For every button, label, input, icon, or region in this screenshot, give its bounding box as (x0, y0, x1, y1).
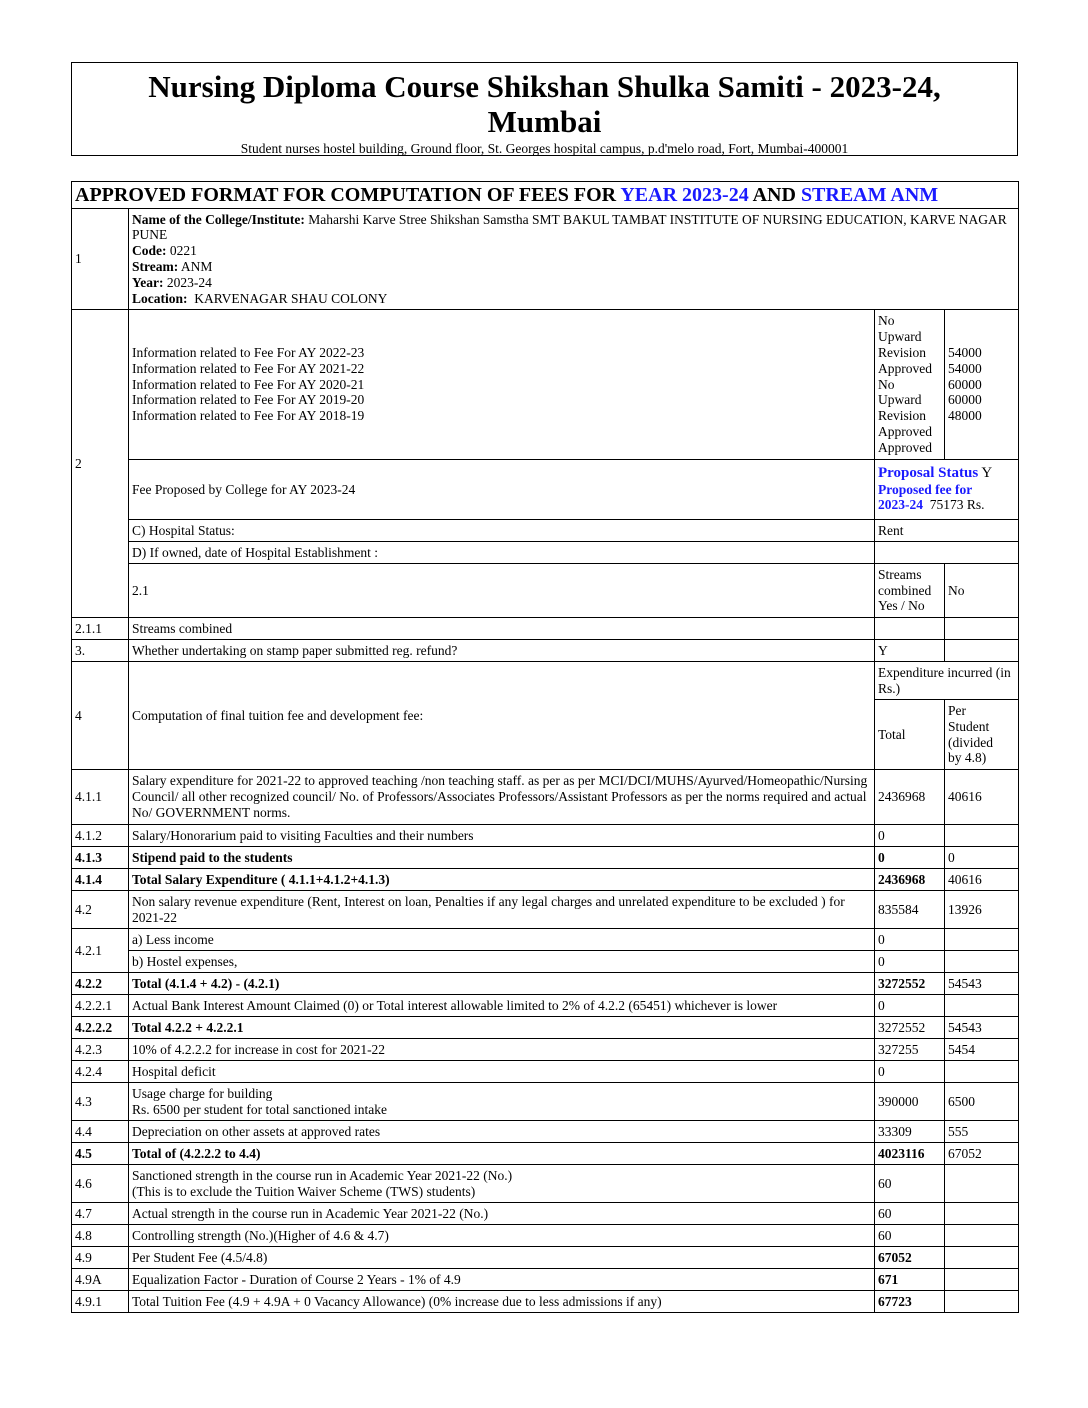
row-per-student: 5454 (945, 1039, 1019, 1061)
row-per-student (945, 825, 1019, 847)
table-row (72, 995, 1019, 1017)
row-description: Sanctioned strength in the course run in Academic Year 2021-22 (No.) (This is to exclude the Tuition Waiver Scheme (TWS) students) (129, 1165, 875, 1203)
row-total: 0 (875, 995, 945, 1017)
row-number: 2.1.1 (72, 618, 129, 640)
table-row (72, 929, 1019, 951)
table-row (72, 847, 1019, 869)
fee-history-status-line: Revision (878, 408, 927, 424)
table-row (72, 1143, 1019, 1165)
table-row (72, 951, 1019, 973)
row-description: Equalization Factor - Duration of Course 2 Years - 1% of 4.9 (129, 1269, 875, 1291)
row-per-student (945, 1269, 1019, 1291)
per-student-header-line: (divided (948, 734, 993, 750)
row-description: Per Student Fee (4.5/4.8) (129, 1247, 875, 1269)
fee-history-status-line: Revision (878, 345, 927, 360)
row-number: 4.1.1 (72, 770, 129, 825)
row-description: Usage charge for building Rs. 6500 per student for total sanctioned intake (129, 1083, 875, 1121)
fee-history-value: 54000 (948, 360, 982, 376)
row-total: 60 (875, 1203, 945, 1225)
fee-history-label: Information related to Fee For AY 2020-21 (132, 376, 365, 392)
table-row (72, 1203, 1019, 1225)
hospital-status-row (72, 520, 1019, 542)
table-row (72, 1247, 1019, 1269)
college-location: KARVENAGAR SHAU COLONY (187, 290, 388, 306)
row-number: 4.2.4 (72, 1061, 129, 1083)
row-per-student: 555 (945, 1121, 1019, 1143)
row-per-student (945, 1291, 1019, 1313)
hospital-date-label: D) If owned, date of Hospital Establishment : (129, 542, 875, 564)
per-student-header (945, 700, 1019, 770)
row-number: 4.1.2 (72, 825, 129, 847)
row-number: 4.5 (72, 1143, 129, 1165)
title-line-1: Nursing Diploma Course Shikshan Shulka Samiti - 2023-24, (148, 69, 941, 104)
fee-history-row (72, 310, 1019, 460)
row-per-student (945, 618, 1019, 640)
row-number: 4.2 (72, 891, 129, 929)
row-total: 0 (875, 951, 945, 973)
row-per-student: 54543 (945, 1017, 1019, 1039)
total-header: Total (875, 700, 945, 770)
table-row (72, 640, 1019, 662)
format-title: APPROVED FORMAT FOR COMPUTATION OF FEES FOR YEAR 2023-24 AND STREAM ANM (72, 182, 1019, 209)
row-description: Streams combined (129, 618, 875, 640)
row-number: 4.9 (72, 1247, 129, 1269)
fee-history-value: 60000 (948, 392, 982, 408)
fee-history-value: 54000 (948, 345, 982, 360)
college-year: 2023-24 (163, 274, 212, 290)
row-description: Non salary revenue expenditure (Rent, Interest on loan, Penalties if any legal charges and unrelated expenditure to be excluded ) for 2021-22 (129, 891, 875, 929)
table-row (72, 1039, 1019, 1061)
fee-history-status-line: No (878, 376, 895, 392)
row-number: 4.9.1 (72, 1291, 129, 1313)
sub-number: 2.1 (129, 564, 875, 618)
row-total: 3272552 (875, 1017, 945, 1039)
row-per-student (945, 640, 1019, 662)
row-per-student (945, 1225, 1019, 1247)
row-total: 2436968 (875, 869, 945, 891)
row-number: 4.1.4 (72, 869, 129, 891)
row-description: Stipend paid to the students (129, 847, 875, 869)
row-per-student (945, 1061, 1019, 1083)
row-number: 4.7 (72, 1203, 129, 1225)
row-per-student: 40616 (945, 770, 1019, 825)
row-total: 4023116 (875, 1143, 945, 1165)
row-description: Whether undertaking on stamp paper submitted reg. refund? (129, 640, 875, 662)
table-row (72, 1083, 1019, 1121)
table-row (72, 1225, 1019, 1247)
per-student-header-line: Student (948, 718, 990, 734)
row-description: Actual strength in the course run in Academic Year 2021-22 (No.) (129, 1203, 875, 1225)
row-per-student: 13926 (945, 891, 1019, 929)
fee-history-labels (129, 310, 875, 460)
row-total: 0 (875, 825, 945, 847)
row-per-student (945, 951, 1019, 973)
row-number: 4.9A (72, 1269, 129, 1291)
hospital-date-value (875, 542, 1019, 564)
row-number: 4.2.1 (72, 929, 129, 973)
row-description: a) Less income (129, 929, 875, 951)
fee-history-label: Information related to Fee For AY 2021-22 (132, 360, 365, 376)
row-total: 0 (875, 847, 945, 869)
fee-history-status (875, 310, 945, 460)
fee-history-status-line: Approved (878, 360, 932, 376)
row-per-student: 0 (945, 847, 1019, 869)
per-student-header-line: by 4.8) (948, 750, 987, 766)
expenditure-header: Expenditure incurred (in Rs.) (875, 662, 1019, 700)
streams-combined-label-line: Streams (878, 566, 922, 582)
fee-history-value: 48000 (948, 408, 982, 424)
row-description: Hospital deficit (129, 1061, 875, 1083)
row-description: Total 4.2.2 + 4.2.2.1 (129, 1017, 875, 1039)
row-per-student (945, 929, 1019, 951)
table-row (72, 1291, 1019, 1313)
row-per-student (945, 1165, 1019, 1203)
streams-combined-value: No (945, 564, 1019, 618)
college-info-row (72, 209, 1019, 310)
row-number: 4.4 (72, 1121, 129, 1143)
proposed-fee-value: 75173 Rs. (923, 497, 985, 513)
row-description: Salary expenditure for 2021-22 to approved teaching /non teaching staff. as per as per MCI/DCI/MUHS/Ayurved/Homeopathic/Nursing Council/ all other recognized council/ No. of Professors/Associates Professors/Assistant Professors as per the norms required and actual No/ GOVERNMENT norms. (129, 770, 875, 825)
fee-history-status-line: Approved (878, 439, 932, 455)
college-code: 0221 (166, 243, 197, 259)
hospital-date-row (72, 542, 1019, 564)
hospital-status-value: Rent (875, 520, 1019, 542)
table-row (72, 770, 1019, 825)
table-row (72, 973, 1019, 995)
row-description: Controlling strength (No.)(Higher of 4.6 & 4.7) (129, 1225, 875, 1247)
row-number: 4.8 (72, 1225, 129, 1247)
row-description: Computation of final tuition fee and development fee: (129, 662, 875, 770)
header-box (71, 62, 1018, 156)
row-total: 835584 (875, 891, 945, 929)
row-total: 60 (875, 1165, 945, 1203)
proposal-status-value: Y (978, 464, 993, 481)
table-row (72, 1121, 1019, 1143)
row-total: 67723 (875, 1291, 945, 1313)
row-number: 4.2.2.1 (72, 995, 129, 1017)
proposal-status: Proposal Status Y Proposed fee for 2023-24 75173 Rs. (875, 460, 1019, 520)
row-description: Total of (4.2.2.2 to 4.4) (129, 1143, 875, 1165)
row-number: 4.2.3 (72, 1039, 129, 1061)
streams-combined-row (72, 564, 1019, 618)
row-per-student (945, 1247, 1019, 1269)
table-row (72, 1165, 1019, 1203)
hospital-status-label: C) Hospital Status: (129, 520, 875, 542)
fee-history-value: 60000 (948, 376, 982, 392)
row-total: 60 (875, 1225, 945, 1247)
row-total: 2436968 (875, 770, 945, 825)
row-number: 4.1.3 (72, 847, 129, 869)
table-row (72, 869, 1019, 891)
row-description: Depreciation on other assets at approved rates (129, 1121, 875, 1143)
row-description: Total Salary Expenditure ( 4.1.1+4.1.2+4.1.3) (129, 869, 875, 891)
document-title (72, 63, 1017, 139)
row-total: 671 (875, 1269, 945, 1291)
fee-history-status-line: No (878, 313, 895, 329)
row-description: b) Hostel expenses, (129, 951, 875, 973)
row-per-student (945, 995, 1019, 1017)
row-per-student: 40616 (945, 869, 1019, 891)
row-total: 390000 (875, 1083, 945, 1121)
fee-history-values (945, 310, 1019, 460)
streams-combined-label-line: Yes / No (878, 598, 925, 614)
row-total: 33309 (875, 1121, 945, 1143)
row-total: Y (875, 640, 945, 662)
row-number: 3. (72, 640, 129, 662)
fee-history-label: Information related to Fee For AY 2018-19 (132, 408, 365, 424)
fee-history-status-line: Approved (878, 423, 932, 439)
row-number: 2 (72, 310, 129, 618)
table-row (72, 891, 1019, 929)
samiti-address: Student nurses hostel building, Ground floor, St. Georges hospital campus, p.d'melo road, Fort, Mumbai-400001 (240, 141, 849, 156)
fee-history-label: Information related to Fee For AY 2022-23 (132, 345, 365, 360)
format-year: YEAR 2023-24 (620, 184, 749, 206)
row-description: Total Tuition Fee (4.9 + 4.9A + 0 Vacancy Allowance) (0% increase due to less admissions if any) (129, 1291, 875, 1313)
row-total: 0 (875, 929, 945, 951)
streams-combined-label-line: combined (878, 582, 932, 598)
row-total: 3272552 (875, 973, 945, 995)
computation-header-row (72, 662, 1019, 700)
college-name: Maharshi Karve Stree Shikshan Samstha SMT BAKUL TAMBAT INSTITUTE OF NURSING EDUCATION, KARVE NAGAR PUNE (132, 211, 1007, 243)
table-row (72, 1061, 1019, 1083)
proposed-fee-label: Fee Proposed by College for AY 2023-24 (129, 460, 875, 520)
row-description: Salary/Honorarium paid to visiting Faculties and their numbers (129, 825, 875, 847)
per-student-header-line: Per (948, 702, 966, 718)
format-stream: STREAM ANM (800, 184, 939, 206)
fee-history-status-line: Upward (878, 329, 922, 345)
streams-combined-label (875, 564, 945, 618)
table-row (72, 1017, 1019, 1039)
row-number: 4.2.2.2 (72, 1017, 129, 1039)
fee-history-status-line: Upward (878, 392, 922, 408)
college-info: Name of the College/Institute: Maharshi Karve Stree Shikshan Samstha SMT BAKUL TAMBAT INSTITUTE OF NURSING EDUCATION, KARVE NAGAR PUNE Code: 0221 Stream: ANM Year: 2023-24 Location: KARVENAGAR SHAU COLONY (129, 209, 1019, 310)
row-description: Actual Bank Interest Amount Claimed (0) or Total interest allowable limited to 2% of 4.2.2 (65451) whichever is lower (129, 995, 875, 1017)
format-title-row (72, 182, 1019, 209)
row-total: 0 (875, 1061, 945, 1083)
row-number: 4 (72, 662, 129, 770)
row-number: 1 (72, 209, 129, 310)
title-line-2: Mumbai (487, 104, 602, 139)
row-per-student: 67052 (945, 1143, 1019, 1165)
table-row (72, 825, 1019, 847)
row-number: 4.6 (72, 1165, 129, 1203)
row-per-student: 54543 (945, 973, 1019, 995)
proposed-fee-row (72, 460, 1019, 520)
fee-computation-table (71, 181, 1019, 1313)
row-total (875, 618, 945, 640)
table-row (72, 618, 1019, 640)
row-number: 4.3 (72, 1083, 129, 1121)
row-total: 67052 (875, 1247, 945, 1269)
college-stream: ANM (178, 259, 213, 274)
table-row (72, 1269, 1019, 1291)
row-per-student (945, 1203, 1019, 1225)
row-number: 4.2.2 (72, 973, 129, 995)
row-description: Total (4.1.4 + 4.2) - (4.2.1) (129, 973, 875, 995)
row-total: 327255 (875, 1039, 945, 1061)
row-description: 10% of 4.2.2.2 for increase in cost for 2021-22 (129, 1039, 875, 1061)
row-per-student: 6500 (945, 1083, 1019, 1121)
fee-history-label: Information related to Fee For AY 2019-20 (132, 392, 365, 408)
